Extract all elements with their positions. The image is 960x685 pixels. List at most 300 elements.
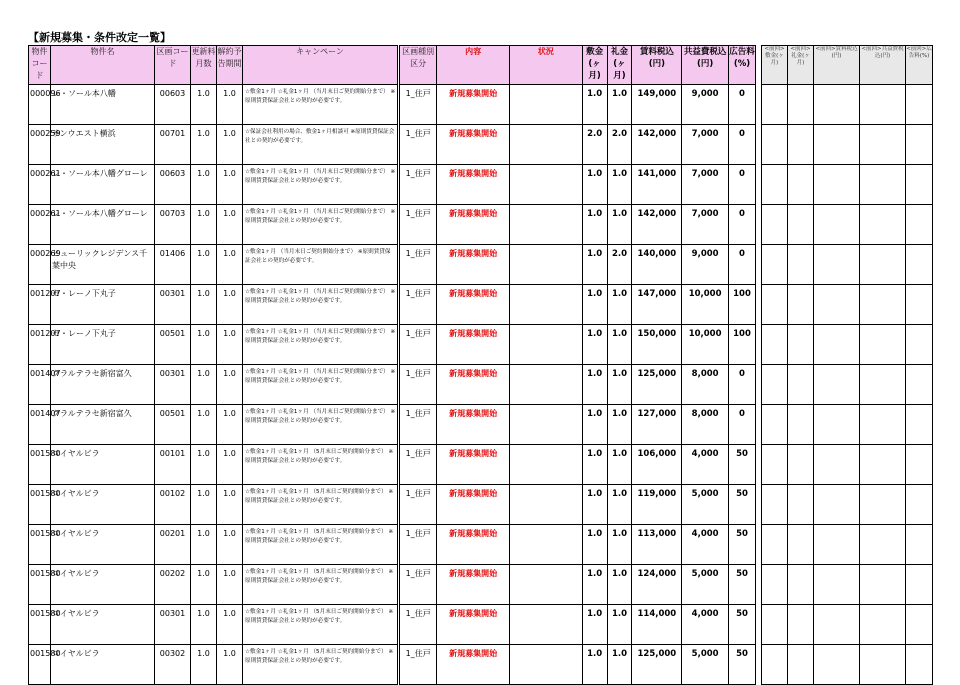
unit-type-cell: 1_住戸 xyxy=(400,525,437,565)
cancel-notice-cell: 1.0 xyxy=(217,485,243,525)
prev-ad-fee-cell xyxy=(906,645,933,685)
table-row xyxy=(400,85,756,125)
prev-key-money-cell xyxy=(788,525,814,565)
cancel-notice-cell: 1.0 xyxy=(217,525,243,565)
property-name-cell: ロイヤルビラ xyxy=(51,565,155,605)
table-row xyxy=(762,365,933,405)
table-row xyxy=(400,645,756,685)
table-row xyxy=(762,565,933,605)
key-money-cell: 1.0 xyxy=(607,365,632,405)
property-code-cell: 001580 xyxy=(29,565,51,605)
deposit-cell: 1.0 xyxy=(582,525,607,565)
key-money-cell: 1.0 xyxy=(607,405,632,445)
key-money-cell: 1.0 xyxy=(607,525,632,565)
status-cell xyxy=(510,645,583,685)
unit-code-cell: 00501 xyxy=(155,325,191,365)
prev-ad-fee-cell xyxy=(906,525,933,565)
property-name-cell: セ・レーノ下丸子 xyxy=(51,325,155,365)
table-row xyxy=(762,445,933,485)
prev-common-fee-cell xyxy=(860,365,906,405)
common-fee-cell: 4,000 xyxy=(682,605,729,645)
prev-common-fee-cell xyxy=(860,285,906,325)
deposit-cell: 1.0 xyxy=(582,245,607,285)
campaign-cell: ☆敷金1ヶ月 ☆礼金1ヶ月 （当月末日ご契約開始分まで） ※原則賃貸保証会社との契約が必要です。 xyxy=(243,85,398,125)
ad-fee-cell: 0 xyxy=(728,405,755,445)
property-name-cell: ロイヤルビラ xyxy=(51,485,155,525)
prev-key-money-cell xyxy=(788,245,814,285)
ad-fee-cell: 0 xyxy=(728,125,755,165)
property-code-cell: 000259 xyxy=(29,125,51,165)
campaign-cell: ☆敷金1ヶ月 ☆礼金1ヶ月 （5月末日ご契約開始分まで） ※原則賃貸保証会社との契約が必要です。 xyxy=(243,445,398,485)
rent-cell: 113,000 xyxy=(632,525,682,565)
ad-fee-cell: 50 xyxy=(728,525,755,565)
ad-fee-cell: 100 xyxy=(728,325,755,365)
prev-rent-cell xyxy=(814,165,860,205)
prev-rent-cell xyxy=(814,325,860,365)
cancel-notice-cell: 1.0 xyxy=(217,125,243,165)
prev-common-fee-cell xyxy=(860,645,906,685)
rent-cell: 127,000 xyxy=(632,405,682,445)
prev-rent-cell xyxy=(814,85,860,125)
status-cell xyxy=(510,245,583,285)
cancel-notice-cell: 1.0 xyxy=(217,405,243,445)
table-row xyxy=(400,285,756,325)
prev-rent-cell xyxy=(814,485,860,525)
property-name-cell: サンウエスト横浜 xyxy=(51,125,155,165)
unit-type-cell: 1_住戸 xyxy=(400,125,437,165)
unit-code-cell: 00603 xyxy=(155,165,191,205)
table-row xyxy=(762,165,933,205)
table-row xyxy=(29,405,398,445)
unit-type-cell: 1_住戸 xyxy=(400,445,437,485)
cancel-notice-cell: 1.0 xyxy=(217,245,243,285)
content-cell: 新規募集開始 xyxy=(437,165,510,205)
key-money-cell: 1.0 xyxy=(607,325,632,365)
unit-type-cell: 1_住戸 xyxy=(400,605,437,645)
prev-deposit-cell xyxy=(762,285,788,325)
status-cell xyxy=(510,365,583,405)
renewal-months-cell: 1.0 xyxy=(191,645,217,685)
ad-fee-cell: 0 xyxy=(728,245,755,285)
prev-key-money-cell xyxy=(788,205,814,245)
key-money-cell: 1.0 xyxy=(607,285,632,325)
deposit-cell: 1.0 xyxy=(582,205,607,245)
content-cell: 新規募集開始 xyxy=(437,245,510,285)
header-rent: 賃料税込(円) xyxy=(632,46,682,85)
table-row xyxy=(400,165,756,205)
header-cancel-notice: 解約予告期間 xyxy=(217,46,243,85)
prev-key-money-cell xyxy=(788,485,814,525)
content-cell: 新規募集開始 xyxy=(437,285,510,325)
property-name-cell: レ・ソール本八幡グローレ xyxy=(51,165,155,205)
common-fee-cell: 7,000 xyxy=(682,205,729,245)
table-row xyxy=(762,245,933,285)
prev-key-money-cell xyxy=(788,165,814,205)
table-row xyxy=(29,285,398,325)
table-row xyxy=(29,165,398,205)
cancel-notice-cell: 1.0 xyxy=(217,445,243,485)
property-code-cell: 001580 xyxy=(29,645,51,685)
table-row xyxy=(29,565,398,605)
prev-deposit-cell xyxy=(762,405,788,445)
prev-key-money-cell xyxy=(788,645,814,685)
prev-deposit-cell xyxy=(762,525,788,565)
content-cell: 新規募集開始 xyxy=(437,645,510,685)
table-row xyxy=(762,525,933,565)
renewal-months-cell: 1.0 xyxy=(191,445,217,485)
prev-deposit-cell xyxy=(762,565,788,605)
prev-ad-fee-cell xyxy=(906,205,933,245)
campaign-cell: ☆保証会社利用の場合、敷金1ヶ月相談可 ※原則賃貸保証会社との契約が必要です。 xyxy=(243,125,398,165)
table-row xyxy=(29,125,398,165)
prev-ad-fee-cell xyxy=(906,565,933,605)
deposit-cell: 1.0 xyxy=(582,565,607,605)
status-cell xyxy=(510,125,583,165)
common-fee-cell: 5,000 xyxy=(682,485,729,525)
common-fee-cell: 8,000 xyxy=(682,365,729,405)
header-prev-rent: <前回>賃料税込(円) xyxy=(814,46,860,85)
renewal-months-cell: 1.0 xyxy=(191,205,217,245)
campaign-cell: ☆敷金1ヶ月 ☆礼金1ヶ月 （5月末日ご契約開始分まで） ※原則賃貸保証会社との契約が必要です。 xyxy=(243,645,398,685)
table-row xyxy=(762,85,933,125)
campaign-cell: ☆敷金1ヶ月 ☆礼金1ヶ月 （当月末日ご契約開始分まで） ※原則賃貸保証会社との契約が必要です。 xyxy=(243,205,398,245)
header-renewal-months: 更新料月数 xyxy=(191,46,217,85)
unit-code-cell: 00703 xyxy=(155,205,191,245)
table-row xyxy=(400,605,756,645)
table-row xyxy=(29,85,398,125)
prev-rent-cell xyxy=(814,605,860,645)
table-row xyxy=(400,125,756,165)
table-row xyxy=(29,365,398,405)
table-row xyxy=(400,565,756,605)
property-name-cell: クラルテラセ新宿富久 xyxy=(51,365,155,405)
property-name-cell: ヒューリックレジデンス千葉中央 xyxy=(51,245,155,285)
header-prev-deposit: <前回>敷金(ヶ月) xyxy=(762,46,788,85)
header-content: 内容 xyxy=(437,46,510,85)
content-cell: 新規募集開始 xyxy=(437,85,510,125)
campaign-cell: ☆敷金1ヶ月 ☆礼金1ヶ月 （当月末日ご契約開始分まで） ※原則賃貸保証会社との契約が必要です。 xyxy=(243,285,398,325)
content-cell: 新規募集開始 xyxy=(437,445,510,485)
table-row xyxy=(29,645,398,685)
unit-code-cell: 00603 xyxy=(155,85,191,125)
table-row xyxy=(400,485,756,525)
property-code-cell: 001407 xyxy=(29,405,51,445)
prev-deposit-cell xyxy=(762,365,788,405)
deposit-cell: 1.0 xyxy=(582,485,607,525)
property-name-cell: ロイヤルビラ xyxy=(51,525,155,565)
table-row xyxy=(400,245,756,285)
renewal-months-cell: 1.0 xyxy=(191,365,217,405)
cancel-notice-cell: 1.0 xyxy=(217,645,243,685)
property-code-cell: 001407 xyxy=(29,365,51,405)
common-fee-cell: 10,000 xyxy=(682,325,729,365)
unit-type-cell: 1_住戸 xyxy=(400,645,437,685)
unit-code-cell: 00301 xyxy=(155,605,191,645)
renewal-months-cell: 1.0 xyxy=(191,85,217,125)
header-unit-code: 区画コード xyxy=(155,46,191,85)
campaign-cell: ☆敷金1ヶ月 ☆礼金1ヶ月 （当月末日ご契約開始分まで） ※原則賃貸保証会社との契約が必要です。 xyxy=(243,325,398,365)
table-row xyxy=(29,325,398,365)
rent-cell: 119,000 xyxy=(632,485,682,525)
key-money-cell: 2.0 xyxy=(607,245,632,285)
prev-deposit-cell xyxy=(762,485,788,525)
table-row xyxy=(762,285,933,325)
cancel-notice-cell: 1.0 xyxy=(217,285,243,325)
page-title: 【新規募集・条件改定一覧】 xyxy=(28,31,171,44)
common-fee-cell: 8,000 xyxy=(682,405,729,445)
prev-common-fee-cell xyxy=(860,445,906,485)
table-row xyxy=(762,485,933,525)
content-cell: 新規募集開始 xyxy=(437,405,510,445)
property-table xyxy=(28,45,398,685)
prev-rent-cell xyxy=(814,525,860,565)
key-money-cell: 1.0 xyxy=(607,445,632,485)
property-name-cell: ロイヤルビラ xyxy=(51,645,155,685)
content-cell: 新規募集開始 xyxy=(437,365,510,405)
content-cell: 新規募集開始 xyxy=(437,565,510,605)
header-unit-type: 区画種別区分 xyxy=(400,46,437,85)
table-row xyxy=(400,445,756,485)
prev-key-money-cell xyxy=(788,85,814,125)
header-campaign: キャンペーン xyxy=(243,46,398,85)
status-cell xyxy=(510,165,583,205)
prev-rent-cell xyxy=(814,405,860,445)
renewal-months-cell: 1.0 xyxy=(191,125,217,165)
table-row xyxy=(762,645,933,685)
header-deposit: 敷金(ヶ月) xyxy=(582,46,607,85)
common-fee-cell: 4,000 xyxy=(682,525,729,565)
rent-cell: 125,000 xyxy=(632,645,682,685)
property-name-cell: ロイヤルビラ xyxy=(51,605,155,645)
prev-common-fee-cell xyxy=(860,485,906,525)
status-cell xyxy=(510,205,583,245)
prev-ad-fee-cell xyxy=(906,485,933,525)
property-name-cell: レ・ソール本八幡 xyxy=(51,85,155,125)
campaign-cell: ☆敷金1ヶ月 ☆礼金1ヶ月 （5月末日ご契約開始分まで） ※原則賃貸保証会社との契約が必要です。 xyxy=(243,525,398,565)
property-code-cell: 001580 xyxy=(29,605,51,645)
unit-code-cell: 00202 xyxy=(155,565,191,605)
unit-code-cell: 00701 xyxy=(155,125,191,165)
prev-deposit-cell xyxy=(762,245,788,285)
prev-ad-fee-cell xyxy=(906,85,933,125)
unit-code-cell: 00302 xyxy=(155,645,191,685)
status-cell xyxy=(510,325,583,365)
prev-key-money-cell xyxy=(788,405,814,445)
rent-cell: 142,000 xyxy=(632,205,682,245)
cancel-notice-cell: 1.0 xyxy=(217,605,243,645)
status-cell xyxy=(510,485,583,525)
unit-code-cell: 00102 xyxy=(155,485,191,525)
ad-fee-cell: 0 xyxy=(728,205,755,245)
table-row xyxy=(762,125,933,165)
unit-type-cell: 1_住戸 xyxy=(400,245,437,285)
header-prev-common-fee: <前回>共益費税込(円) xyxy=(860,46,906,85)
unit-type-cell: 1_住戸 xyxy=(400,365,437,405)
property-code-cell: 001580 xyxy=(29,485,51,525)
prev-ad-fee-cell xyxy=(906,365,933,405)
prev-common-fee-cell xyxy=(860,525,906,565)
prev-key-money-cell xyxy=(788,365,814,405)
unit-type-cell: 1_住戸 xyxy=(400,285,437,325)
prev-rent-cell xyxy=(814,565,860,605)
common-fee-cell: 4,000 xyxy=(682,445,729,485)
prev-deposit-cell xyxy=(762,605,788,645)
table-row xyxy=(400,405,756,445)
property-code-cell: 000269 xyxy=(29,245,51,285)
unit-type-cell: 1_住戸 xyxy=(400,405,437,445)
deposit-cell: 1.0 xyxy=(582,285,607,325)
table-row xyxy=(762,605,933,645)
key-money-cell: 1.0 xyxy=(607,85,632,125)
prev-key-money-cell xyxy=(788,445,814,485)
table-row xyxy=(29,605,398,645)
unit-code-cell: 00501 xyxy=(155,405,191,445)
table-row xyxy=(762,205,933,245)
previous-conditions-table xyxy=(761,45,933,685)
table-row xyxy=(762,325,933,365)
renewal-months-cell: 1.0 xyxy=(191,325,217,365)
ad-fee-cell: 0 xyxy=(728,365,755,405)
prev-rent-cell xyxy=(814,645,860,685)
rent-cell: 140,000 xyxy=(632,245,682,285)
table-row xyxy=(29,485,398,525)
status-cell xyxy=(510,405,583,445)
table-row xyxy=(400,325,756,365)
prev-common-fee-cell xyxy=(860,165,906,205)
key-money-cell: 1.0 xyxy=(607,205,632,245)
content-cell: 新規募集開始 xyxy=(437,525,510,565)
unit-type-cell: 1_住戸 xyxy=(400,325,437,365)
header-prev-key-money: <前回>礼金(ヶ月) xyxy=(788,46,814,85)
content-cell: 新規募集開始 xyxy=(437,325,510,365)
ad-fee-cell: 50 xyxy=(728,485,755,525)
prev-deposit-cell xyxy=(762,165,788,205)
prev-rent-cell xyxy=(814,445,860,485)
rent-cell: 150,000 xyxy=(632,325,682,365)
renewal-months-cell: 1.0 xyxy=(191,245,217,285)
prev-rent-cell xyxy=(814,285,860,325)
campaign-cell: ☆敷金1ヶ月 ☆礼金1ヶ月 （5月末日ご契約開始分まで） ※原則賃貸保証会社との契約が必要です。 xyxy=(243,485,398,525)
unit-type-cell: 1_住戸 xyxy=(400,205,437,245)
rent-cell: 114,000 xyxy=(632,605,682,645)
property-name-cell: クラルテラセ新宿富久 xyxy=(51,405,155,445)
rent-cell: 124,000 xyxy=(632,565,682,605)
property-name-cell: セ・レーノ下丸子 xyxy=(51,285,155,325)
renewal-months-cell: 1.0 xyxy=(191,285,217,325)
deposit-cell: 1.0 xyxy=(582,165,607,205)
property-name-cell: レ・ソール本八幡グローレ xyxy=(51,205,155,245)
table-row xyxy=(400,365,756,405)
table-row xyxy=(29,445,398,485)
unit-type-cell: 1_住戸 xyxy=(400,85,437,125)
prev-key-money-cell xyxy=(788,325,814,365)
common-fee-cell: 5,000 xyxy=(682,645,729,685)
content-cell: 新規募集開始 xyxy=(437,205,510,245)
prev-ad-fee-cell xyxy=(906,405,933,445)
prev-deposit-cell xyxy=(762,125,788,165)
deposit-cell: 1.0 xyxy=(582,645,607,685)
prev-deposit-cell xyxy=(762,85,788,125)
unit-code-cell: 00301 xyxy=(155,365,191,405)
ad-fee-cell: 50 xyxy=(728,605,755,645)
key-money-cell: 1.0 xyxy=(607,645,632,685)
common-fee-cell: 9,000 xyxy=(682,245,729,285)
prev-key-money-cell xyxy=(788,565,814,605)
prev-common-fee-cell xyxy=(860,85,906,125)
table-row xyxy=(29,245,398,285)
deposit-cell: 1.0 xyxy=(582,365,607,405)
common-fee-cell: 7,000 xyxy=(682,125,729,165)
status-cell xyxy=(510,445,583,485)
unit-code-cell: 00201 xyxy=(155,525,191,565)
status-cell xyxy=(510,85,583,125)
prev-common-fee-cell xyxy=(860,405,906,445)
key-money-cell: 1.0 xyxy=(607,485,632,525)
rent-cell: 141,000 xyxy=(632,165,682,205)
property-code-cell: 001207 xyxy=(29,285,51,325)
ad-fee-cell: 100 xyxy=(728,285,755,325)
ad-fee-cell: 0 xyxy=(728,85,755,125)
common-fee-cell: 7,000 xyxy=(682,165,729,205)
prev-ad-fee-cell xyxy=(906,605,933,645)
table-row xyxy=(400,525,756,565)
content-cell: 新規募集開始 xyxy=(437,125,510,165)
cancel-notice-cell: 1.0 xyxy=(217,85,243,125)
ad-fee-cell: 50 xyxy=(728,565,755,605)
table-row xyxy=(762,405,933,445)
unit-type-cell: 1_住戸 xyxy=(400,165,437,205)
deposit-cell: 1.0 xyxy=(582,605,607,645)
prev-common-fee-cell xyxy=(860,565,906,605)
ad-fee-cell: 0 xyxy=(728,165,755,205)
common-fee-cell: 5,000 xyxy=(682,565,729,605)
key-money-cell: 1.0 xyxy=(607,565,632,605)
renewal-months-cell: 1.0 xyxy=(191,165,217,205)
prev-deposit-cell xyxy=(762,445,788,485)
deposit-cell: 1.0 xyxy=(582,445,607,485)
prev-ad-fee-cell xyxy=(906,165,933,205)
key-money-cell: 1.0 xyxy=(607,165,632,205)
table-row xyxy=(29,525,398,565)
campaign-cell: ☆敷金1ヶ月 ☆礼金1ヶ月 （5月末日ご契約開始分まで） ※原則賃貸保証会社との契約が必要です。 xyxy=(243,565,398,605)
prev-rent-cell xyxy=(814,365,860,405)
prev-common-fee-cell xyxy=(860,205,906,245)
campaign-cell: ☆敷金1ヶ月 （当月末日ご契約開始分まで） ※原則賃貸保証会社との契約が必要です。 xyxy=(243,245,398,285)
deposit-cell: 2.0 xyxy=(582,125,607,165)
property-code-cell: 000096 xyxy=(29,85,51,125)
prev-rent-cell xyxy=(814,125,860,165)
prev-ad-fee-cell xyxy=(906,285,933,325)
status-cell xyxy=(510,285,583,325)
prev-key-money-cell xyxy=(788,125,814,165)
unit-type-cell: 1_住戸 xyxy=(400,565,437,605)
key-money-cell: 2.0 xyxy=(607,125,632,165)
rent-cell: 149,000 xyxy=(632,85,682,125)
cancel-notice-cell: 1.0 xyxy=(217,365,243,405)
prev-ad-fee-cell xyxy=(906,445,933,485)
conditions-table xyxy=(399,45,756,685)
common-fee-cell: 9,000 xyxy=(682,85,729,125)
property-code-cell: 001580 xyxy=(29,525,51,565)
rent-cell: 142,000 xyxy=(632,125,682,165)
table-row xyxy=(400,205,756,245)
campaign-cell: ☆敷金1ヶ月 ☆礼金1ヶ月 （当月末日ご契約開始分まで） ※原則賃貸保証会社との契約が必要です。 xyxy=(243,165,398,205)
prev-key-money-cell xyxy=(788,605,814,645)
renewal-months-cell: 1.0 xyxy=(191,525,217,565)
prev-ad-fee-cell xyxy=(906,325,933,365)
prev-ad-fee-cell xyxy=(906,125,933,165)
rent-cell: 125,000 xyxy=(632,365,682,405)
